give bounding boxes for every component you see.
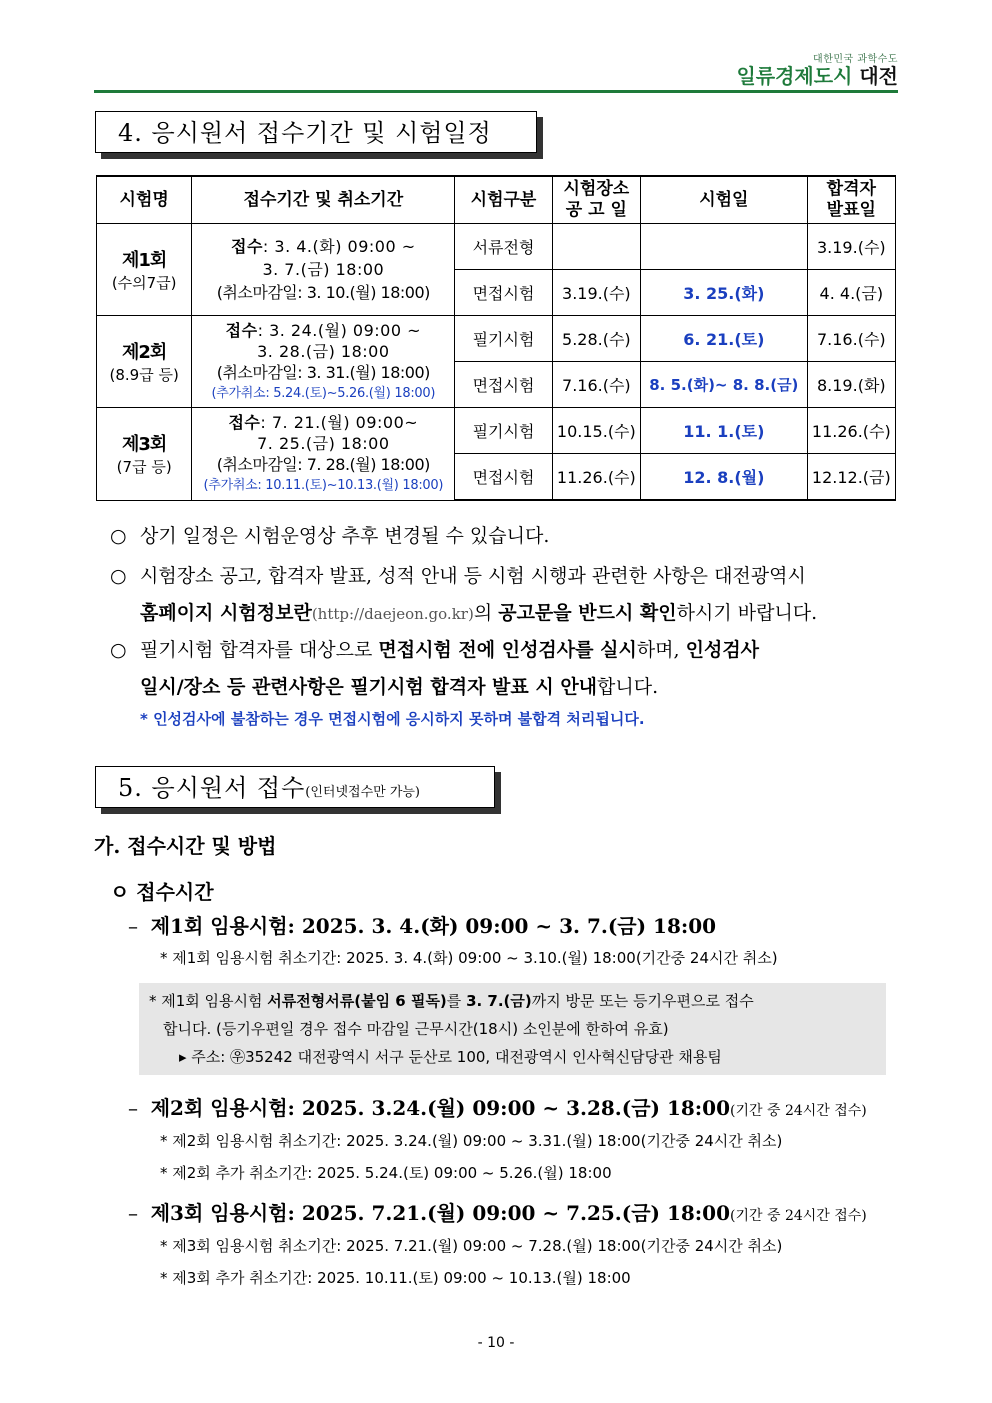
header-exam-name: 시험명 (97, 176, 192, 224)
exam-type: 서류전형 (455, 224, 552, 270)
exam-schedule-table (96, 175, 896, 501)
round-period: : 2025. 3. 4.(화) 09:00 ~ 3. 7.(금) 18:00 (287, 914, 717, 938)
venue-notice-date: 5.28.(수) (552, 316, 640, 362)
receipt-label: 접수 (225, 320, 258, 340)
notice-bullet-2 (110, 558, 900, 633)
exam-date: 11. 1.(토) (641, 408, 808, 454)
venue-notice-date: 11.26.(수) (552, 454, 640, 501)
round-period: : 2025. 7.21.(월) 09:00 ~ 7.25.(금) 18:00 (287, 1201, 731, 1225)
bullet-text: 필기시험 합격자를 대상으로 (140, 639, 379, 661)
venue-notice-date: 10.15.(수) (552, 408, 640, 454)
exam-date (641, 224, 808, 270)
header-exam-type: 시험구분 (455, 176, 552, 224)
receipt-end: 3. 7.(금) 18:00 (262, 260, 385, 279)
notice-bullet-3 (110, 632, 900, 706)
box-text: 까지 방문 또는 등기우편으로 접수 (531, 992, 754, 1010)
bullet-text: 상기 일정은 시험운영상 추후 변경될 수 있습니다. (140, 525, 550, 547)
result-date: 8.19.(화) (807, 362, 895, 408)
document-submission-box (139, 983, 886, 1075)
round2-cancel: * 제2회 임용시험 취소기간: 2025. 3.24.(월) 09:00 ~ 3.31.(월) 18:00(기간중 24시간 취소) (160, 1132, 783, 1150)
box-text: * 제1회 임용시험 (149, 992, 268, 1010)
round2-extra-cancel: * 제2회 추가 취소기간: 2025. 5.24.(토) 09:00 ~ 5.26.(월) 18:00 (160, 1164, 612, 1182)
receipt-end: 7. 25.(금) 18:00 (257, 433, 390, 453)
receipt-start: : 3. 24.(월) 09:00 ~ (257, 320, 421, 340)
round3-cancel: * 제3회 임용시험 취소기간: 2025. 7.21.(월) 09:00 ~ 7.28.(월) 18:00(기간중 24시간 취소) (160, 1237, 783, 1255)
round-name-cell (97, 224, 192, 316)
result-date: 12.12.(금) (807, 454, 895, 501)
submission-address: ▸ 주소: ㉾35242 대전광역시 서구 둔산로 100, 대전광역시 인사혁신담당관 채용팀 (179, 1048, 722, 1066)
receipt-period-cell (192, 408, 455, 501)
result-date: 4. 4.(금) (807, 270, 895, 316)
box-text: 를 (446, 992, 467, 1010)
round-name-cell (97, 408, 192, 501)
emphasis-text: 공고문을 반드시 확인 (498, 602, 677, 624)
section5-title-box (95, 766, 495, 808)
emphasis-text: 면접시험 전에 인성검사를 실시 (378, 639, 637, 661)
exam-date: 6. 21.(토) (641, 316, 808, 362)
exam-type: 면접시험 (455, 270, 552, 316)
venue-notice-date (552, 224, 640, 270)
subsection-heading: 가. 접수시간 및 방법 (94, 834, 277, 858)
homepage-label: 홈페이지 시험정보란 (140, 602, 312, 624)
header-divider (94, 90, 898, 93)
round-note: (기간 중 24시간 접수) (730, 1208, 867, 1224)
header-receipt-period: 접수기간 및 취소기간 (192, 176, 455, 224)
header-exam-date: 시험일 (641, 176, 808, 224)
round3-extra-cancel: * 제3회 추가 취소기간: 2025. 10.11.(토) 09:00 ~ 10.13.(월) 18:00 (160, 1269, 631, 1287)
logo-title (736, 65, 898, 87)
submission-line-2: 합니다. (등기우편일 경우 접수 마감일 근무시간(18시) 소인분에 한하여 유효) (163, 1020, 669, 1038)
personality-test-note: * 인성검사에 불참하는 경우 면접시험에 응시하지 못하며 불합격 처리됩니다. (140, 710, 645, 728)
round-name: 제2회 (122, 342, 167, 363)
dash-marker: – (128, 1201, 138, 1225)
receipt-label: 접수 (228, 412, 261, 432)
table-row (97, 408, 896, 454)
extra-cancel: (추가취소: 5.24.(토)~5.26.(월) 18:00) (211, 385, 436, 401)
section4-title-box (95, 111, 537, 153)
round-sub: (8.9급 등) (109, 366, 179, 384)
exam-type: 면접시험 (455, 454, 552, 501)
round-sub: (7급 등) (116, 458, 172, 477)
round2-receipt (128, 1092, 867, 1121)
dash-marker: – (128, 1096, 138, 1120)
bullet-text: 의 (473, 602, 499, 624)
section5-title: 5. 응시원서 접수 (118, 774, 306, 802)
cancel-deadline: (취소마감일: 7. 28.(월) 18:00) (216, 454, 430, 474)
result-date: 7.16.(수) (807, 316, 895, 362)
table-header-row (97, 176, 896, 224)
box-emphasis: 3. 7.(금) (466, 992, 532, 1010)
receipt-period-cell (192, 316, 455, 408)
header-venue-notice: 시험장소 공 고 일 (552, 176, 640, 224)
cancel-deadline: (취소마감일: 3. 10.(월) 18:00) (216, 283, 430, 302)
round-label: 제3회 임용시험 (150, 1201, 288, 1225)
emphasis-text: 일시/장소 등 관련사항은 필기시험 합격자 발표 시 안내 (140, 676, 598, 698)
round-name-cell (97, 316, 192, 408)
result-date: 3.19.(수) (807, 224, 895, 270)
city-logo (736, 50, 898, 87)
exam-type: 면접시험 (455, 362, 552, 408)
dash-marker: – (128, 914, 138, 938)
exam-type: 필기시험 (455, 408, 552, 454)
bullet-marker: ○ (110, 525, 127, 547)
logo-slogan: 일류경제도시 (736, 64, 853, 88)
logo-city: 대전 (859, 64, 898, 88)
bullet-text: 시험장소 공고, 합격자 발표, 성적 안내 등 시험 시행과 관련한 사항은 대전광역시 (140, 565, 806, 587)
receipt-time-heading: ㅇ 접수시간 (110, 880, 214, 904)
receipt-start: : 3. 4.(화) 09:00 ~ (262, 237, 416, 256)
bullet-text: 하시기 바랍니다. (676, 602, 818, 624)
exam-date: 8. 5.(화)~ 8. 8.(금) (641, 362, 808, 408)
round-name: 제1회 (122, 250, 167, 271)
table-row (97, 224, 896, 270)
emphasis-text: 인성검사 (685, 639, 760, 661)
header-result-date: 합격자 발표일 (807, 176, 895, 224)
exam-type: 필기시험 (455, 316, 552, 362)
result-date: 11.26.(수) (807, 408, 895, 454)
round-note: (기간 중 24시간 접수) (730, 1103, 867, 1119)
receipt-end: 3. 28.(금) 18:00 (257, 341, 390, 361)
round1-cancel: * 제1회 임용시험 취소기간: 2025. 3. 4.(화) 09:00 ~ 3.10.(월) 18:00(기간중 24시간 취소) (160, 949, 778, 967)
bullet-text: 합니다. (597, 676, 659, 698)
page-number: - 10 - (477, 1335, 515, 1351)
receipt-label: 접수 (231, 237, 263, 256)
extra-cancel: (추가취소: 10.11.(토)~10.13.(월) 18:00) (203, 477, 444, 493)
round3-receipt (128, 1197, 867, 1226)
table-row (97, 316, 896, 362)
round1-receipt (128, 910, 716, 939)
section4-title: 4. 응시원서 접수기간 및 시험일정 (118, 119, 492, 147)
round-label: 제2회 임용시험 (150, 1096, 288, 1120)
bullet-marker: ○ (110, 565, 127, 587)
venue-notice-date: 7.16.(수) (552, 362, 640, 408)
venue-notice-date: 3.19.(수) (552, 270, 640, 316)
submission-line-1 (149, 987, 754, 1016)
round-label: 제1회 임용시험 (150, 914, 288, 938)
section5-title-note: (인터넷접수만 가능) (305, 785, 421, 800)
exam-date: 12. 8.(월) (641, 454, 808, 501)
receipt-start: : 7. 21.(월) 09:00~ (260, 412, 419, 432)
bullet-marker: ○ (110, 639, 127, 661)
round-period: : 2025. 3.24.(월) 09:00 ~ 3.28.(금) 18:00 (287, 1096, 731, 1120)
notice-bullet-1 (110, 518, 900, 555)
cancel-deadline: (취소마감일: 3. 31.(월) 18:00) (216, 362, 430, 382)
exam-date: 3. 25.(화) (641, 270, 808, 316)
box-emphasis: 서류전형서류(붙임 6 필독) (267, 992, 447, 1010)
bullet-text: 하며, (636, 639, 686, 661)
logo-tagline: 대한민국 과학수도 (813, 54, 898, 65)
homepage-url: (http://daejeon.go.kr) (311, 605, 474, 623)
round-name: 제3회 (122, 434, 167, 456)
receipt-period-cell (192, 224, 455, 316)
round-sub: (수의7급) (111, 274, 177, 292)
